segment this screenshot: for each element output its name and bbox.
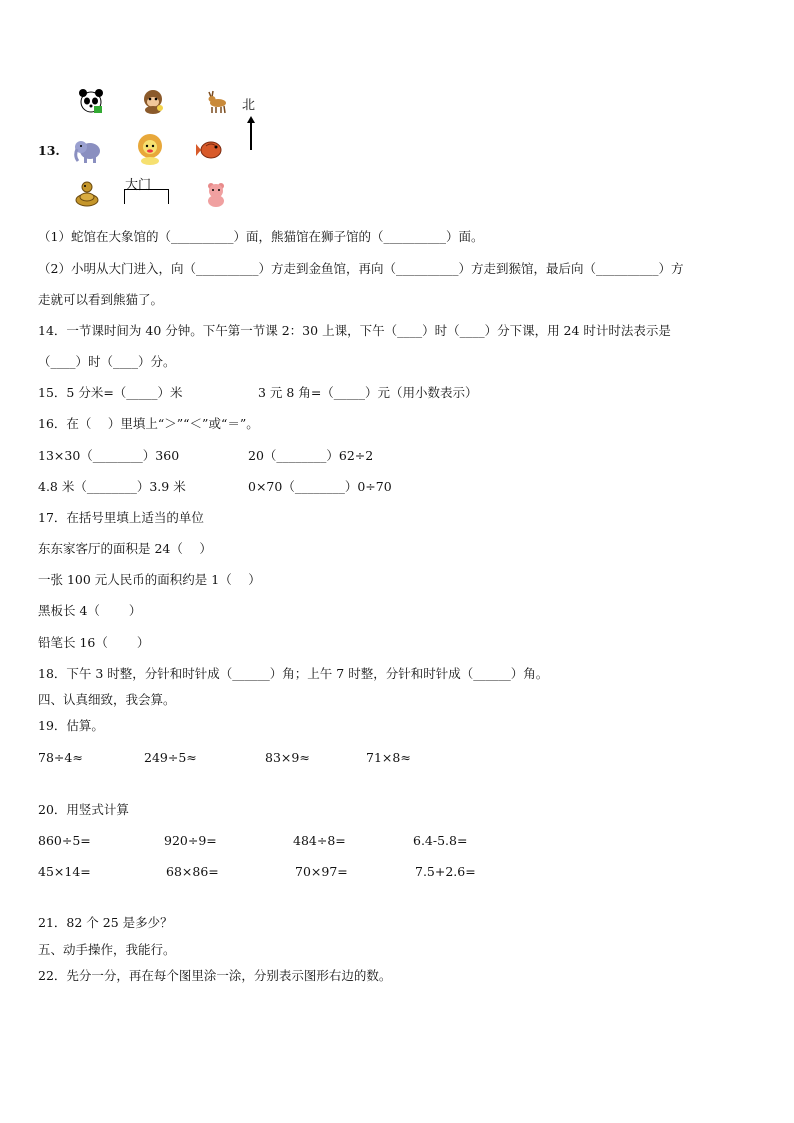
q20-item: 920÷9=	[164, 833, 217, 848]
panda-icon	[78, 88, 104, 114]
q19-item: 249÷5≈	[144, 750, 197, 765]
q22: 22．先分一分，再在每个图里涂一涂，分别表示图形右边的数。	[38, 968, 392, 983]
section-5-heading: 五、动手操作，我能行。	[38, 942, 176, 957]
q17-title: 17．在括号里填上适当的单位	[38, 510, 204, 525]
q17-line4: 铅笔长 16（ ）	[38, 635, 150, 650]
q14-line1: 14．一节课时间为 40 分钟。下午第一节课 2：30 上课，下午（____）时（____）分下课，用 24 时计时法表示是	[38, 323, 671, 338]
q16-r2b: 0×70（________）0÷70	[248, 479, 392, 494]
q16-r1b: 20（________）62÷2	[248, 448, 374, 463]
q20-item: 860÷5=	[38, 833, 91, 848]
elephant-icon	[73, 136, 103, 164]
q20-item: 6.4-5.8=	[413, 833, 468, 848]
lion-icon	[135, 133, 165, 165]
q17-line2: 一张 100 元人民币的面积约是 1（ ）	[38, 572, 261, 587]
q16-r2a: 4.8 米（________）3.9 米	[38, 479, 186, 494]
q20-title: 20．用竖式计算	[38, 802, 129, 817]
north-arrow-icon	[244, 116, 258, 150]
question-13-number: 13.	[38, 143, 60, 158]
q20-item: 484÷8=	[293, 833, 346, 848]
q14-line2: （____）时（____）分。	[38, 354, 176, 369]
snake-icon	[73, 180, 101, 208]
gate-label: 大门	[125, 178, 152, 193]
goldfish-icon	[196, 134, 226, 164]
gate-box	[124, 189, 169, 204]
q13-part2b: 走就可以看到熊猫了。	[38, 292, 164, 307]
q19-item: 78÷4≈	[38, 750, 83, 765]
q16-r1a: 13×30（________）360	[38, 448, 180, 463]
deer-icon	[203, 88, 229, 114]
q20-item: 7.5+2.6=	[415, 864, 476, 879]
monkey-icon	[140, 88, 166, 114]
q20-item: 45×14=	[38, 864, 91, 879]
q17-line3: 黑板长 4（ ）	[38, 603, 142, 618]
q13-part2a: （2）小明从大门进入，向（__________）方走到金鱼馆，再向（__________）方走到猴馆，最后向（__________）方	[38, 261, 684, 276]
q16-title: 16．在（ ）里填上“＞”“＜”或“＝”。	[38, 416, 259, 431]
bear-icon	[203, 181, 229, 207]
q19-item: 71×8≈	[366, 750, 411, 765]
q21: 21．82 个 25 是多少？	[38, 915, 173, 930]
section-4-heading: 四、认真细致，我会算。	[38, 692, 176, 707]
q17-line1: 东东家客厅的面积是 24（ ）	[38, 541, 212, 556]
q20-item: 70×97=	[295, 864, 348, 879]
q20-item: 68×86=	[166, 864, 219, 879]
q19-title: 19．估算。	[38, 718, 104, 733]
q15-part2: 3 元 8 角=（_____）元（用小数表示）	[258, 385, 478, 400]
north-label: 北	[242, 98, 256, 113]
q13-part1: （1）蛇馆在大象馆的（__________）面，熊猫馆在狮子馆的（__________）面。	[38, 229, 484, 244]
q18: 18．下午 3 时整，分针和时针成（______）角；上午 7 时整，分针和时针成（______）角。	[38, 666, 549, 681]
q19-item: 83×9≈	[265, 750, 310, 765]
q15-part1: 15．5 分米=（_____）米	[38, 385, 183, 400]
